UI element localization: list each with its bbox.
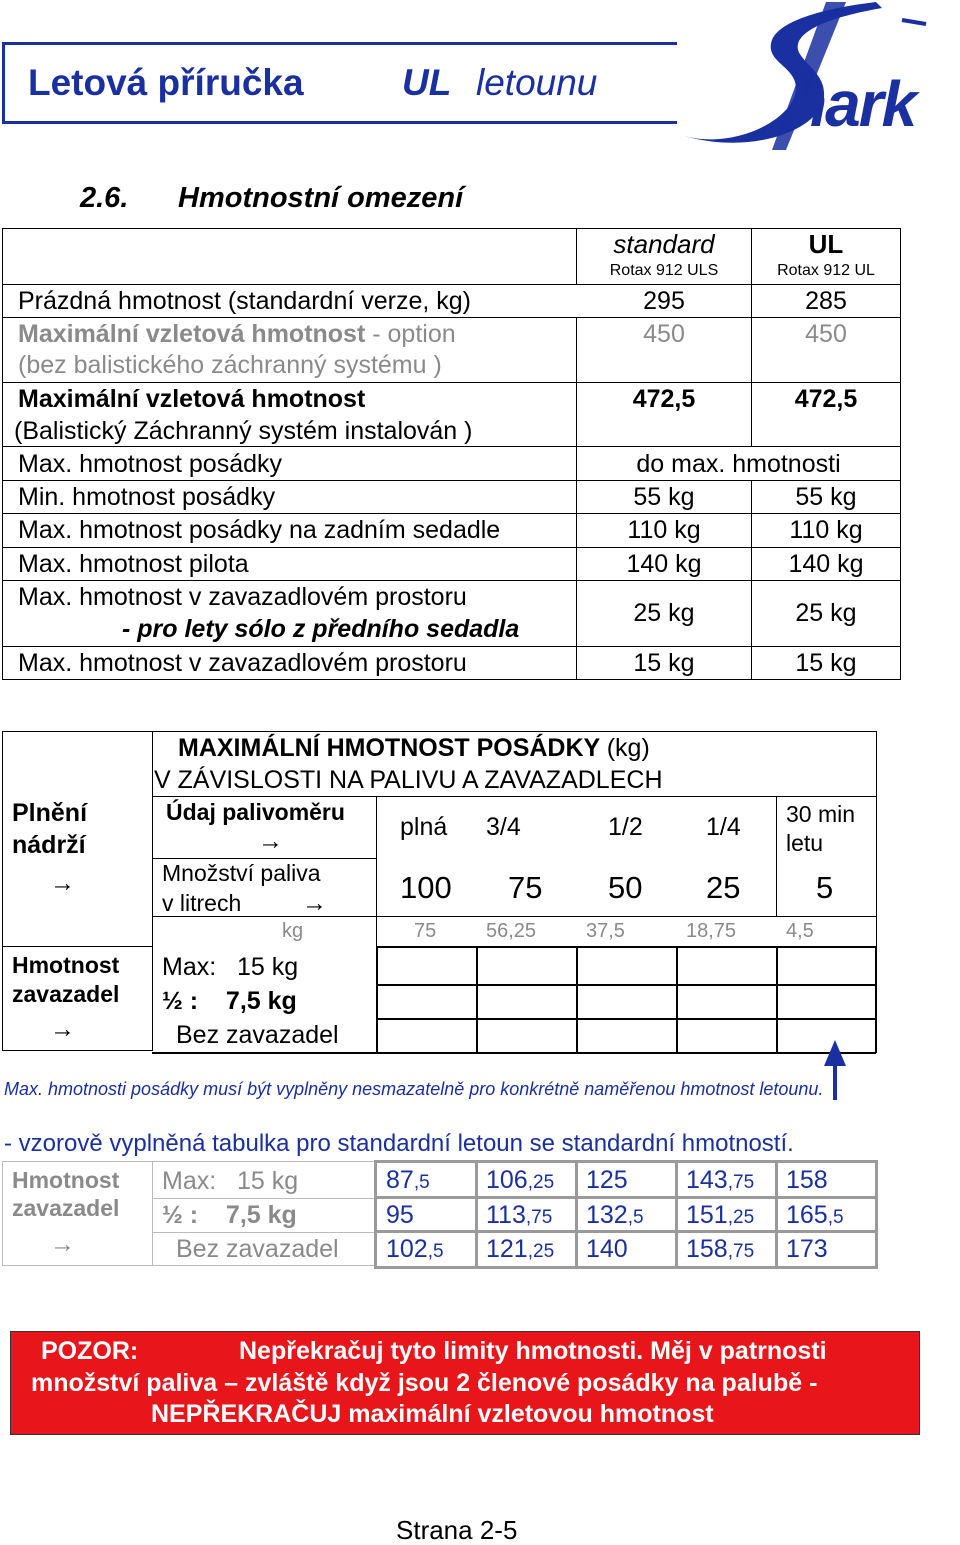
fuel-liters: 5 xyxy=(816,870,834,905)
manual-title-ul: UL xyxy=(402,62,452,103)
fuel-amount-label-line2: v litrech xyxy=(162,890,242,916)
arrow-right-icon: → xyxy=(50,869,75,897)
row-label: Max. hmotnost v zavazadlovém prostoru xyxy=(18,583,467,611)
arrow-up-icon xyxy=(820,1040,850,1100)
row-label: Max. hmotnost v zavazadlovém prostoru xyxy=(18,649,467,677)
crew-weight-cell-blank[interactable] xyxy=(778,948,874,982)
baggage-row-label: Bez zavazadel xyxy=(176,1235,339,1263)
gauge-value: 1/4 xyxy=(706,813,741,841)
gauge-value: 3/4 xyxy=(486,813,521,841)
row-label: Min. hmotnost posádky xyxy=(18,483,276,511)
warning-text-line2: množství paliva – zvláště když jsou 2 členové posádky na palubě - xyxy=(31,1369,818,1397)
baggage-row-label: ½ : 7,5 kg xyxy=(162,1201,297,1229)
section-number: 2.6. xyxy=(80,182,129,214)
row-label: Max. hmotnost posádky na zadním sedadle xyxy=(18,516,501,544)
manual-title-letounu: letounu xyxy=(476,62,598,103)
sample-cell: 95 xyxy=(386,1201,414,1229)
fuel-liters: 25 xyxy=(706,870,741,905)
sample-cell: 121,25 xyxy=(486,1235,555,1263)
shark-logo xyxy=(676,0,960,160)
arrow-right-icon: → xyxy=(258,827,283,855)
arrow-right-icon: → xyxy=(302,889,327,917)
sample-cell: 143,75 xyxy=(686,1166,755,1194)
cell-merged: do max. hmotnosti xyxy=(636,450,841,478)
cell-ul: 285 xyxy=(805,287,847,315)
cell-ul: 15 kg xyxy=(795,649,857,677)
row-label: Max. hmotnost pilota xyxy=(18,550,249,578)
baggage-label-line2: zavazadel xyxy=(12,1195,120,1221)
table2-subtitle: V ZÁVISLOSTI NA PALIVU A ZAVAZADLECH xyxy=(154,766,663,794)
sample-cell: 132,5 xyxy=(586,1201,644,1229)
gauge-value: 1/2 xyxy=(608,813,643,841)
sample-cell: 140 xyxy=(586,1235,628,1263)
baggage-row-label: Bez zavazadel xyxy=(176,1021,339,1049)
fuel-amount-label: Množství paliva xyxy=(162,860,321,886)
table2-title: MAXIMÁLNÍ HMOTNOST POSÁDKY (kg) xyxy=(178,734,650,762)
row-label-line2: (Balistický Záchranný systém instalován ) xyxy=(14,417,473,445)
fuel-kg: 75 xyxy=(414,920,437,942)
warning-text: Nepřekračuj tyto limity hmotnosti. Měj v patrnosti xyxy=(239,1337,827,1365)
warning-box xyxy=(10,1331,920,1435)
sample-cell: 87,5 xyxy=(386,1166,430,1194)
baggage-row-label: ½ : 7,5 kg xyxy=(162,987,297,1015)
crew-weight-cell-blank[interactable] xyxy=(678,948,774,982)
cell-standard: 15 kg xyxy=(633,649,695,677)
sample-cell: 173 xyxy=(786,1235,828,1263)
row-label: Maximální vzletová hmotnost - option xyxy=(18,320,456,348)
warning-text-line3: NEPŘEKRAČUJ maximální vzletovou hmotnost xyxy=(151,1400,714,1428)
cell-standard: 295 xyxy=(643,287,685,315)
cell-ul: 25 kg xyxy=(795,599,857,627)
col-ul-header: UL xyxy=(808,229,844,259)
fuel-kg: 56,25 xyxy=(486,920,537,942)
manual-title: Letová příručka xyxy=(28,62,304,103)
section-title: Hmotnostní omezení xyxy=(178,182,464,214)
col-standard-header: standard xyxy=(613,229,715,259)
sample-cell: 158,75 xyxy=(686,1235,755,1263)
baggage-row-label: Max: 15 kg xyxy=(162,1167,299,1195)
fuel-kg: 37,5 xyxy=(586,920,625,942)
row-label-line2: - pro lety sólo z předního sedadla xyxy=(122,615,520,643)
fuel-kg: 18,75 xyxy=(686,920,737,942)
sample-cell: 113,75 xyxy=(486,1201,553,1229)
row-label: Prázdná hmotnost (standardní verze, kg) xyxy=(18,287,472,315)
col-standard-subheader: Rotax 912 ULS xyxy=(609,262,719,279)
sample-cell: 102,5 xyxy=(386,1235,444,1263)
cell-standard: 25 kg xyxy=(633,599,695,627)
baggage-label: Hmotnost xyxy=(12,952,120,978)
kg-label: kg xyxy=(282,920,304,942)
gauge-value: plná xyxy=(400,813,448,841)
sample-cell: 165,5 xyxy=(786,1201,844,1229)
baggage-label-line2: zavazadel xyxy=(12,981,120,1007)
cell-standard: 472,5 xyxy=(632,385,696,413)
crew-weight-cell-blank[interactable] xyxy=(578,948,674,982)
cell-ul: 55 kg xyxy=(795,483,857,511)
cell-ul: 472,5 xyxy=(794,385,858,413)
crew-weight-cell-blank[interactable] xyxy=(378,948,474,982)
sample-cell: 125 xyxy=(586,1166,628,1194)
fuel-liters: 100 xyxy=(400,870,452,905)
svg-text:hark: hark xyxy=(788,68,916,140)
reserve-label-line2: letu xyxy=(786,830,824,856)
fuel-liters: 75 xyxy=(508,870,543,905)
table2-footnote: Max. hmotnosti posádky musí být vyplněny nesmazatelně pro konkrétně naměřenou hmotnost letounu. xyxy=(4,1079,824,1099)
baggage-row-label: Max: 15 kg xyxy=(162,953,299,981)
fuel-kg: 4,5 xyxy=(786,920,814,942)
cell-standard: 110 kg xyxy=(627,516,701,544)
crew-weight-cell-blank[interactable] xyxy=(478,948,574,982)
warning-label: POZOR: xyxy=(41,1337,139,1365)
cell-standard: 140 kg xyxy=(626,550,702,578)
cell-standard: 55 kg xyxy=(633,483,695,511)
arrow-right-icon: → xyxy=(50,1230,75,1258)
page-number: Strana 2-5 xyxy=(396,1515,518,1545)
sample-cell: 151,25 xyxy=(686,1201,755,1229)
fuel-liters: 50 xyxy=(608,870,643,905)
cell-ul: 450 xyxy=(805,320,847,348)
row-label: Maximální vzletová hmotnost xyxy=(18,385,366,413)
sample-caption: - vzorově vyplněná tabulka pro standardní letoun se standardní hmotností. xyxy=(4,1130,794,1157)
gauge-label: Údaj palivoměru xyxy=(166,799,345,825)
sample-cell: 106,25 xyxy=(486,1166,555,1194)
fuel-fill-label-line2: nádrží xyxy=(12,831,86,859)
row-label: Max. hmotnost posádky xyxy=(18,450,283,478)
cell-ul: 110 kg xyxy=(789,516,863,544)
cell-ul: 140 kg xyxy=(788,550,864,578)
row-label-line2: (bez balistického záchranný systému ) xyxy=(18,351,442,379)
sample-cell: 158 xyxy=(786,1166,828,1194)
cell-standard: 450 xyxy=(643,320,685,348)
arrow-right-icon: → xyxy=(50,1015,75,1043)
baggage-label: Hmotnost xyxy=(12,1167,120,1193)
col-ul-subheader: Rotax 912 UL xyxy=(777,262,875,279)
reserve-label: 30 min xyxy=(786,801,856,827)
fuel-fill-label: Plnění xyxy=(12,799,88,827)
